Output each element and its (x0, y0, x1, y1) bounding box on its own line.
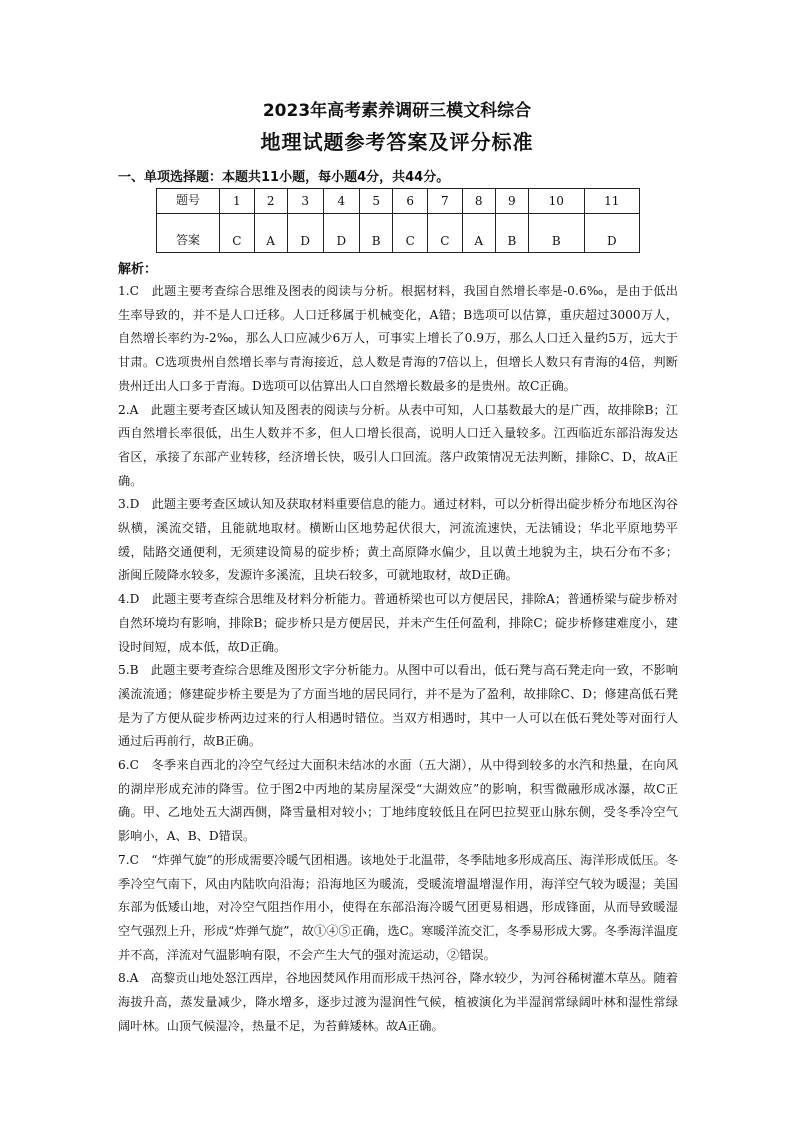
question-number: 7 (428, 189, 463, 214)
answer-cell: A (462, 214, 495, 253)
answer-cell: D (584, 214, 640, 253)
answer-cell: C (220, 214, 255, 253)
row-label-number: 题号 (157, 189, 220, 214)
explanation-q4: 4.D 此题主要考查综合思维及材料分析能力。普通桥梁也可以方便居民，排除A；普通桥梁与碇步桥对自然环境均有影响，排除B；碇步桥只是方便居民，并未产生任何盈利，排除C；碇步桥修建难度小，建设时间短，成本低，故D正确。 (118, 592, 678, 654)
answer-table-answer-row (157, 214, 640, 253)
section1-heading: 一、单项选择题：本题共11小题，每小题4分，共44分。 (118, 170, 450, 185)
answer-cell: C (428, 214, 463, 253)
answer-table (156, 188, 640, 253)
document-title-line2: 地理试题参考答案及评分标准 (260, 130, 534, 154)
answer-cell: A (254, 214, 287, 253)
answer-cell: C (393, 214, 428, 253)
analysis-heading: 解析： (118, 262, 158, 277)
explanation-q7: 7.C “炸弹气旋”的形成需要冷暖气团相遇。该地处于北温带，冬季陆地多形成高压、海洋形成低压。冬季冷空气南下，风由内陆吹向沿海；沿海地区为暖流，受暖流增温增湿作用，海洋空气较为暖湿；美国东部为低矮山地，对冷空气阻挡作用小，使得在东部沿海冷暖气团更易相遇，形成锋面，从而导致暖湿空气强烈上升，形成“炸弹气旋”，故①④⑤正确，选C。寒暖洋流交汇，冬季易形成大雾。冬季海洋温度并不高，洋流对气温影响有限，不会产生大气的强对流运动，②错误。 (118, 852, 678, 962)
answer-table-number-row (157, 189, 640, 214)
question-number: 10 (529, 189, 584, 214)
question-number: 8 (462, 189, 495, 214)
question-number: 5 (359, 189, 392, 214)
explanation-q8: 8.A 高黎贡山地处怒江西岸，谷地因焚风作用而形成干热河谷，降水较少，为河谷稀树灌木草丛。随着海拔升高，蒸发量减少，降水增多，逐步过渡为湿润性气候，植被演化为半湿润常绿阔叶林和湿性常绿阔叶林。山顶气候湿冷，热量不足，为苔藓矮林。故A正确。 (118, 971, 678, 1033)
answer-cell: D (323, 214, 359, 253)
answer-cell: D (287, 214, 323, 253)
row-label-answer: 答案 (157, 214, 220, 253)
question-number: 9 (495, 189, 528, 214)
explanation-q3: 3.D 此题主要考查区域认知及获取材料重要信息的能力。通过材料，可以分析得出碇步桥分布地区沟谷纵横，溪流交错，且能就地取材。横断山区地势起伏很大，河流流速快，无法铺设；华北平原地势平缓，陆路交通便利，无须建设简易的碇步桥；黄土高原降水偏少，且以黄土地貌为主，块石分布不多；浙闽丘陵降水较多，发源许多溪流，且块石较多，可就地取材，故D正确。 (118, 497, 678, 583)
explanation-q1: 1.C 此题主要考查综合思维及图表的阅读与分析。根据材料，我国自然增长率是-0.6‰，是由于低出生率导致的，并不是人口迁移。人口迁移属于机械变化，A错；B选项可以估算，重庆超过3000万人，自然增长率约为-2‰，那么人口应减少6万人，可事实上增长了0.9万，那么人口迁入量约5万，远大于甘肃。C选项贵州自然增长率与青海接近，总人数是青海的7倍以上，但增长人数只有青海的4倍，判断贵州迁出人口多于青海。D选项可以估算出人口自然增长数最多的是贵州。故C正确。 (118, 284, 678, 393)
question-number: 3 (287, 189, 323, 214)
question-number: 11 (584, 189, 640, 214)
question-number: 6 (393, 189, 428, 214)
answer-cell: B (495, 214, 528, 253)
answer-cell: B (359, 214, 392, 253)
explanation-q2: 2.A 此题主要考查区域认知及图表的阅读与分析。从表中可知，人口基数最大的是广西，故排除B；江西自然增长率很低，出生人数并不多，但人口增长很高，说明人口迁入量较多。江西临近东部沿海发达省区，承接了东部产业转移，经济增长快，吸引人口回流。落户政策情况无法判断，排除C、D，故A正确。 (118, 402, 678, 488)
question-number: 4 (323, 189, 359, 214)
document-title-line1: 2023年高考素养调研三模文科综合 (262, 101, 532, 121)
answer-cell: B (529, 214, 584, 253)
explanation-q5: 5.B 此题主要考查综合思维及图形文字分析能力。从图中可以看出，低石凳与高石凳走向一致，不影响溪流流通；修建碇步桥主要是为了方面当地的居民同行，并不是为了盈利，故排除C、D；修建高低石凳是为了方便从碇步桥两边过来的行人相遇时错位。当双方相遇时，其中一人可以在低石凳处等对面行人通过后再前行，故B正确。 (118, 663, 678, 749)
question-number: 1 (220, 189, 255, 214)
question-number: 2 (254, 189, 287, 214)
explanations-body (118, 280, 678, 1039)
explanation-q6: 6.C 冬季来自西北的冷空气经过大面积未结冰的水面（五大湖），从中得到较多的水汽和热量，在向风的湖岸形成充沛的降雪。位于图2中丙地的某房屋深受“大湖效应”的影响，积雪微融形成冰瀑，故C正确。甲、乙地处五大湖西侧，降雪量相对较小；丁地纬度较低且在阿巴拉契亚山脉东侧，受冬季冷空气影响小，A、B、D错误。 (118, 758, 678, 844)
